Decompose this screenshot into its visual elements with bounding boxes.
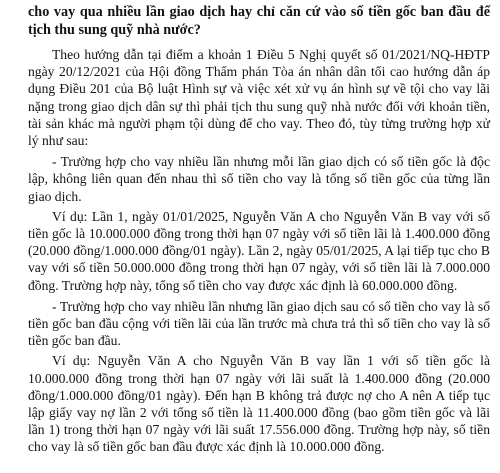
paragraph-legal-basis: Theo hướng dẫn tại điểm a khoản 1 Điều 5 Nghị quyết số 01/2021/NQ-HĐTP ngày 20/12/2021 của Hội đồng Thẩm phán Tòa án nhân dân tối cao hướng dẫn áp dụng Điều 201 của Bộ luật Hình sự và việc xét xử vụ án hình sự về tội cho vay lãi nặng trong giao dịch dân sự thì phải tịch thu sung quỹ nhà nước đối với khoản tiền, tài sản khác mà người phạm tội dùng để cho vay. Theo đó, tùy từng trường hợp xử lý như sau: xyxy=(28,47,490,149)
paragraph-example-1: Ví dụ: Lần 1, ngày 01/01/2025, Nguyễn Văn A cho Nguyễn Văn B vay với số tiền gốc là 10.000.000 đồng trong thời hạn 07 ngày với số tiền lãi là 1.400.000 đồng (20.000 đồng/1.000.000 đồng/01 ngày). Lần 2, ngày 05/01/2025, A lại tiếp tục cho B vay với số tiền 50.000.000 đồng trong thời hạn 07 ngày, với số tiền lãi là 7.000.000 đồng. Trường hợp này, tổng số tiền cho vay được xác định là 60.000.000 đồng. xyxy=(28,208,490,293)
document-body xyxy=(28,46,490,460)
paragraph-example-2: Ví dụ: Nguyễn Văn A cho Nguyễn Văn B vay lần 1 với số tiền gốc là 10.000.000 đồng trong thời hạn 07 ngày với lãi suất là 1.400.000 đồng (20.000 đồng/1.000.000 đồng/01 ngày). Đến hạn B không trả được nợ cho A nên A tiếp tục lập giấy vay nợ lần 2 với tổng số tiền là 11.400.000 đồng (bao gồm tiền gốc và lãi lần 1) trong thời hạn 07 ngày với lãi suất 17.556.000 đồng. Trường hợp này, số tiền cho vay là số tiền gốc ban đầu được xác định là 10.000.000 đồng. xyxy=(28,353,490,455)
paragraph-case-independent-loans: - Trường hợp cho vay nhiều lần nhưng mỗi lần giao dịch có số tiền gốc là độc lập, không liên quan đến nhau thì số tiền cho vay là tổng số tiền gốc của từng lần giao dịch. xyxy=(28,154,490,204)
section-heading: cho vay qua nhiều lần giao dịch hay chỉ căn cứ vào số tiền gốc ban đầu để tịch thu sung quỹ nhà nước? xyxy=(28,4,490,38)
paragraph-case-rolled-over-loans: - Trường hợp cho vay nhiều lần nhưng lần giao dịch sau có số tiền cho vay là số tiền gốc ban đầu cộng với tiền lãi của lần trước mà chưa trả thì số tiền cho vay là số tiền gốc ban đầu. xyxy=(28,298,490,349)
